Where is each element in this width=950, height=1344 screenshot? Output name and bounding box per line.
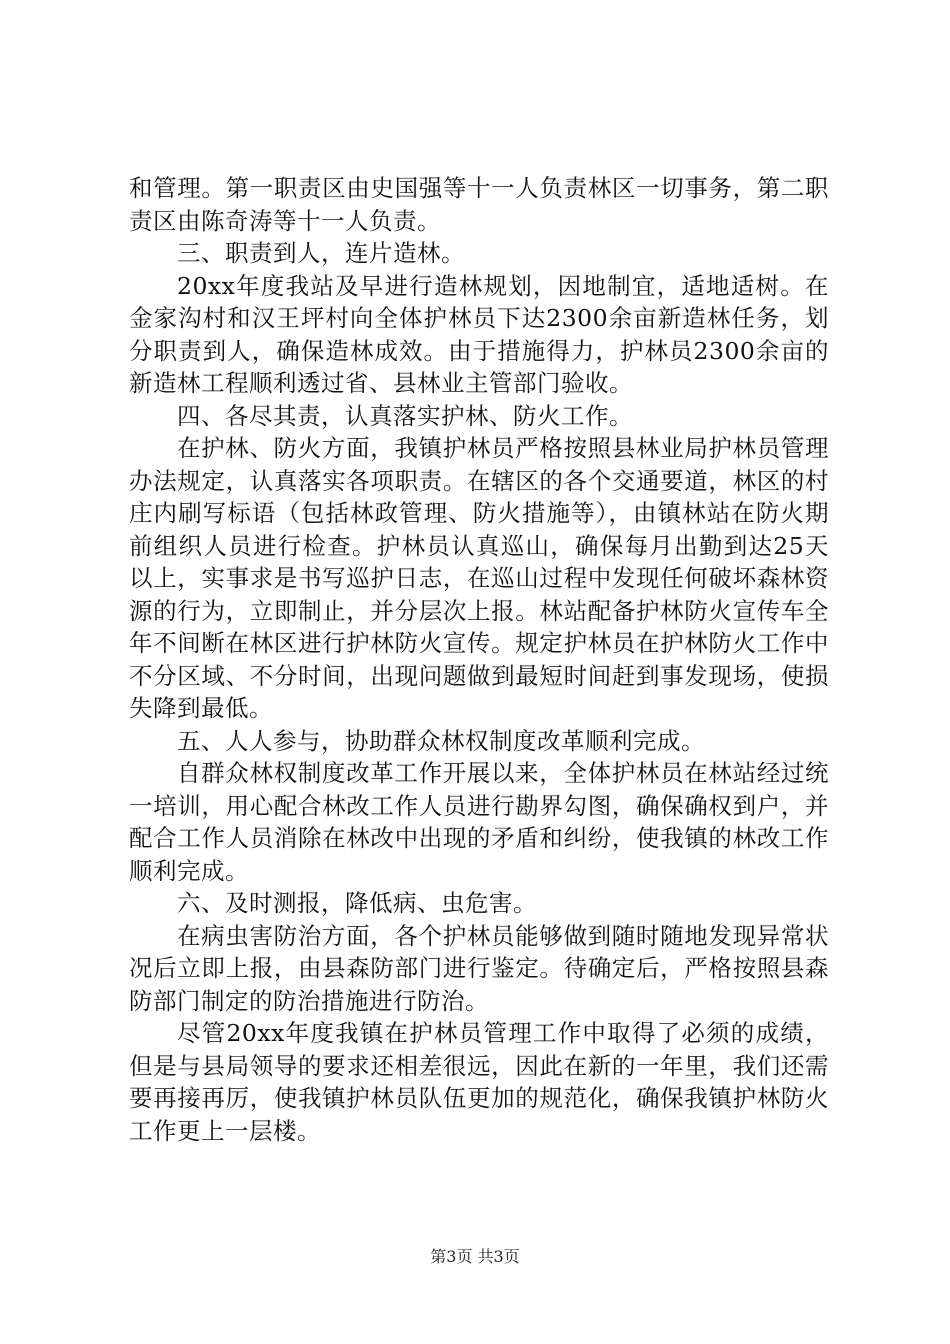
document-body [129,172,829,1147]
paragraph-forest-reform: 自群众林权制度改革工作开展以来，全体护林员在林站经过统一培训，用心配合林改工作人员进行勘界勾图，确保确权到户，并配合工作人员消除在林改中出现的矛盾和纠纷，使我镇的林改工作顺利完成。 [129,759,829,885]
paragraph-fire-prevention: 在护林、防火方面，我镇护林员严格按照县林业局护林员管理办法规定，认真落实各项职责。在辖区的各个交通要道，林区的村庄内刷写标语（包括林政管理、防火措施等），由镇林站在防火期前组织人员进行检查。护林员认真巡山，确保每月出勤到达25天以上，实事求是书写巡护日志，在巡山过程中发现任何破坏森林资源的行为，立即制止，并分层次上报。林站配备护林防火宣传车全年不间断在林区进行护林防火宣传。规定护林员在护林防火工作中不分区域、不分时间，出现问题做到最短时间赶到事发现场，使损失降到最低。 [129,434,829,722]
section-heading-6: 六、及时测报，降低病、虫危害。 [177,889,537,917]
paragraph-continuation: 和管理。第一职责区由史国强等十一人负责林区一切事务，第二职责区由陈奇涛等十一人负责。 [129,174,829,235]
section-heading-5: 五、人人参与，协助群众林权制度改革顺利完成。 [177,726,705,755]
paragraph-conclusion: 尽管20xx年度我镇在护林员管理工作中取得了必须的成绩，但是与县局领导的要求还相差很远，因此在新的一年里，我们还需要再接再厉，使我镇护林员队伍更加的规范化，确保我镇护林防火工作更上一层楼。 [129,1019,829,1145]
section-heading-3: 三、职责到人，连片造林。 [177,239,465,267]
paragraph-pest-control: 在病虫害防治方面，各个护林员能够做到随时随地发现异常状况后立即上报，由县森防部门进行鉴定。待确定后，严格按照县森防部门制定的防治措施进行防治。 [129,921,829,1015]
paragraph-afforestation: 20xx年度我站及早进行造林规划，因地制宜，适地适树。在金家沟村和汉王坪村向全体护林员下达2300余亩新造林任务，划分职责到人，确保造林成效。由于措施得力，护林员2300余亩的新造林工程顺利透过省、县林业主管部门验收。 [129,271,829,397]
section-heading-4: 四、各尽其责，认真落实护林、防火工作。 [177,401,633,430]
page-number-footer: 第3页 共3页 [430,1247,520,1266]
